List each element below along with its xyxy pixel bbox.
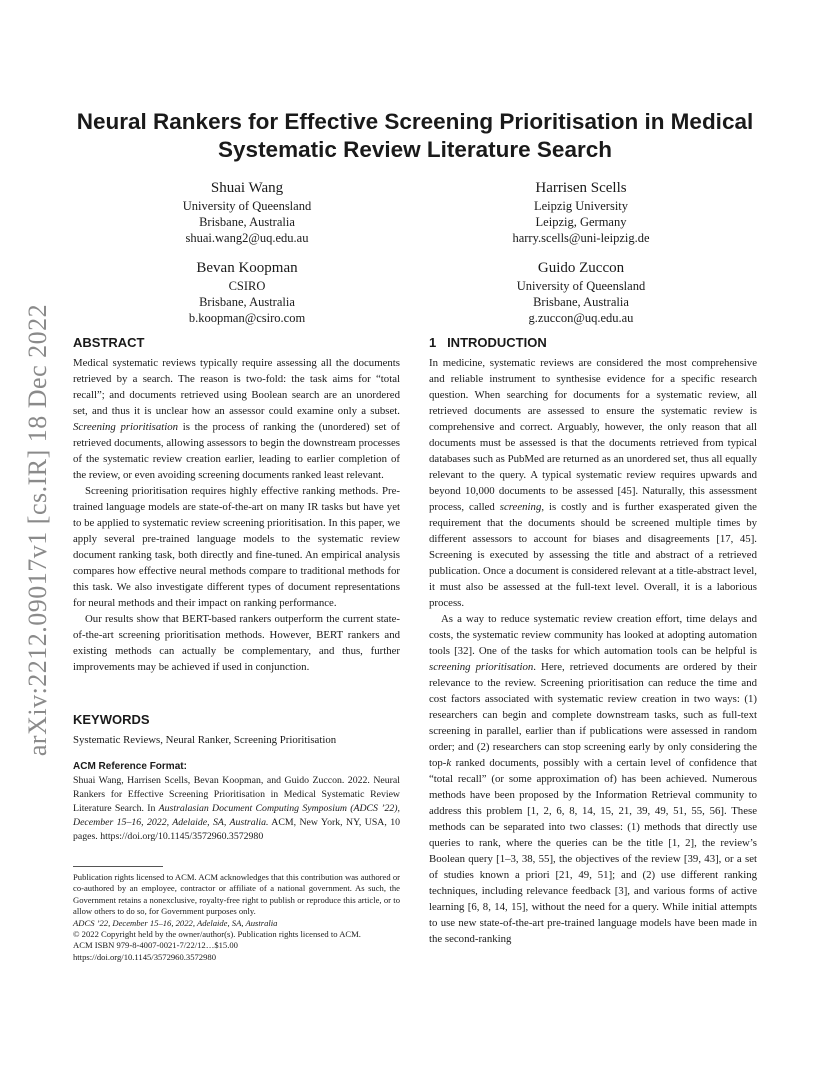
introduction-heading: 1 INTRODUCTION <box>429 335 547 350</box>
author-email: g.zuccon@uq.edu.au <box>528 311 634 325</box>
footnote-rights: Publication rights licensed to ACM. ACM acknowledges that this contribution was authored or co-authored by an employee, contractor or affiliate of a national government. As such, the Government retains a nonexclusive, royalty-free right to publish or reproduce this article, or to allow others to do so, for Government purposes only. <box>73 872 400 917</box>
author-location: Brisbane, Australia <box>533 295 629 309</box>
author-name: Shuai Wang <box>210 180 284 196</box>
abstract-heading: ABSTRACT <box>73 335 145 350</box>
introduction-paragraph-1: In medicine, systematic reviews are considered the most comprehensive and reliable instrument to synthesise evidence for a specific research question. When searching for documents for a systematic review, all retrieved documents are assessed to ensure the systematic review is comprehensive and correct. Arguably, however, the only reason that all documents must be assessed is that the documents retrieved from typical databases such as PubMed are returned as an unordered set, thus all equally relevant to the query. A typical systematic review requires upwards and beyond 10,000 documents to be assessed [45]. Naturally, this assessment process, called screening, is costly and is further exasperated given the requirement that the documents should be screened multiple times by different assessors to account for biases and disagreements [17, 45]. Screening is executed by assessing the title and abstract of a retrieved publication. Once a document is considered relevant at a title-abstract level, it must also be assessed at the full-text level. Overall, it is a laborious process. <box>429 357 757 609</box>
author-block-4 <box>471 258 691 326</box>
abstract-section <box>73 334 400 675</box>
author-email: harry.scells@uni-leipzig.de <box>512 231 650 245</box>
footnote-doi: https://doi.org/10.1145/3572960.3572980 <box>73 951 216 962</box>
author-affiliation: CSIRO <box>228 279 266 293</box>
keywords-text: Systematic Reviews, Neural Ranker, Screening Prioritisation <box>73 734 337 746</box>
author-name: Bevan Koopman <box>196 260 298 276</box>
author-name: Guido Zuccon <box>537 260 625 276</box>
author-affiliation: Leipzig University <box>533 199 629 213</box>
acm-reference-heading: ACM Reference Format: <box>73 761 187 772</box>
author-email: shuai.wang2@uq.edu.au <box>185 231 309 245</box>
paper-title: Neural Rankers for Effective Screening Prioritisation in Medical Systematic Review Literature Search <box>76 109 754 162</box>
abstract-paragraph-2: Screening prioritisation requires highly effective ranking methods. Pre-trained language models are state-of-the-art on many IR tasks but have yet to be applied to systematic review screening prioritisation. In this paper, we apply several pre-trained language models to the systematic review document ranking task, both directly and fine-tuned. An empirical analysis compares how effective neural methods compare to traditional methods for this task. We also investigate different types of document representations for neural methods and their impact on ranking performance. <box>73 485 400 609</box>
footnote-block <box>73 872 400 963</box>
abstract-paragraph-1: Medical systematic reviews typically require assessing all the documents retrieved by a search. The reason is two-fold: the task aims for “total recall”; and documents retrieved using Boolean search are an unordered set, and thus it is unclear how an assessor could examine only a subset. Screening prioritisation is the process of ranking the (unordered) set of retrieved documents, allowing assessors to begin the downstream processes of the systematic review creation earlier, leading to earlier completion of the review, or even avoiding screening documents ranked least relevant. <box>73 357 400 481</box>
footnote-divider <box>73 866 163 867</box>
author-location: Leipzig, Germany <box>535 215 627 229</box>
author-location: Brisbane, Australia <box>199 215 295 229</box>
arxiv-side-stamp <box>8 290 68 770</box>
author-affiliation: University of Queensland <box>516 279 646 293</box>
author-name: Harrisen Scells <box>535 180 627 196</box>
author-block-1 <box>137 178 357 246</box>
author-location: Brisbane, Australia <box>199 295 295 309</box>
introduction-section <box>429 334 757 947</box>
arxiv-identifier: arXiv:2212.09017v1 [cs.IR] 18 Dec 2022 <box>23 303 52 757</box>
abstract-paragraph-3: Our results show that BERT-based rankers outperform the current state-of-the-art screening prioritisation methods. However, BERT rankers and existing methods can actually be complementary, and thus, further improvements may be achieved if used in conjunction. <box>73 613 400 673</box>
author-affiliation: University of Queensland <box>182 199 312 213</box>
acm-reference-section <box>73 760 400 844</box>
author-email: b.koopman@csiro.com <box>188 311 306 325</box>
keywords-heading: KEYWORDS <box>73 712 150 727</box>
author-block-2 <box>471 178 691 246</box>
footnote-venue: ADCS ’22, December 15–16, 2022, Adelaide, SA, Australia <box>73 917 278 928</box>
acm-reference-text: Shuai Wang, Harrisen Scells, Bevan Koopman, and Guido Zuccon. 2022. Neural Rankers for Effective Screening Prioritisation in Medical Systematic Review Literature Search. In Australasian Document Computing Symposium (ADCS ’22), December 15–16, 2022, Adelaide, SA, Australia. ACM, New York, NY, USA, 10 pages. https://doi.org/10.1145/3572960.3572980 <box>73 775 401 842</box>
introduction-paragraph-2: As a way to reduce systematic review creation effort, time delays and costs, the systematic review community has looked at adopting automation tools [32]. One of the tasks for which automation tools can be helpful is screening prioritisation. Here, retrieved documents are ordered by their relevance to the review. Screening prioritisation can reduce the time and cost factors associated with systematic review creation in two ways: (1) researchers can begin and complete downstream tasks, such as full-text screening in parallel, earlier than if publications were assessed in random order; and (2) researchers can stop screening early by only considering the top-k ranked documents, possibly with a certain level of confidence that “total recall” (or some approximation of) has been achieved. Numerous methods have been proposed by the Information Retrieval community to address this problem [1, 2, 6, 8, 14, 15, 21, 39, 49, 51, 55, 56]. These methods can be separated into two classes: (1) methods that directly use queries to rank, where the queries can be the title [1, 2], the review’s Boolean query [1–3, 38, 55], the objectives of the review [39, 43], or a set of studies known a priori [21, 49, 51]; and (2) use different ranking techniques, including relevance feedback [3], and various forms of active learning [6, 8, 14, 15], without the need for a query. While initial attempts to use new state-of-the-art pre-trained language models have been made in the second-ranking <box>429 613 757 945</box>
footnote-copyright: © 2022 Copyright held by the owner/author(s). Publication rights licensed to ACM. <box>73 929 361 940</box>
author-block-3 <box>137 258 357 326</box>
footnote-isbn: ACM ISBN 979-8-4007-0021-7/22/12…$15.00 <box>73 940 238 951</box>
keywords-section <box>73 711 400 748</box>
